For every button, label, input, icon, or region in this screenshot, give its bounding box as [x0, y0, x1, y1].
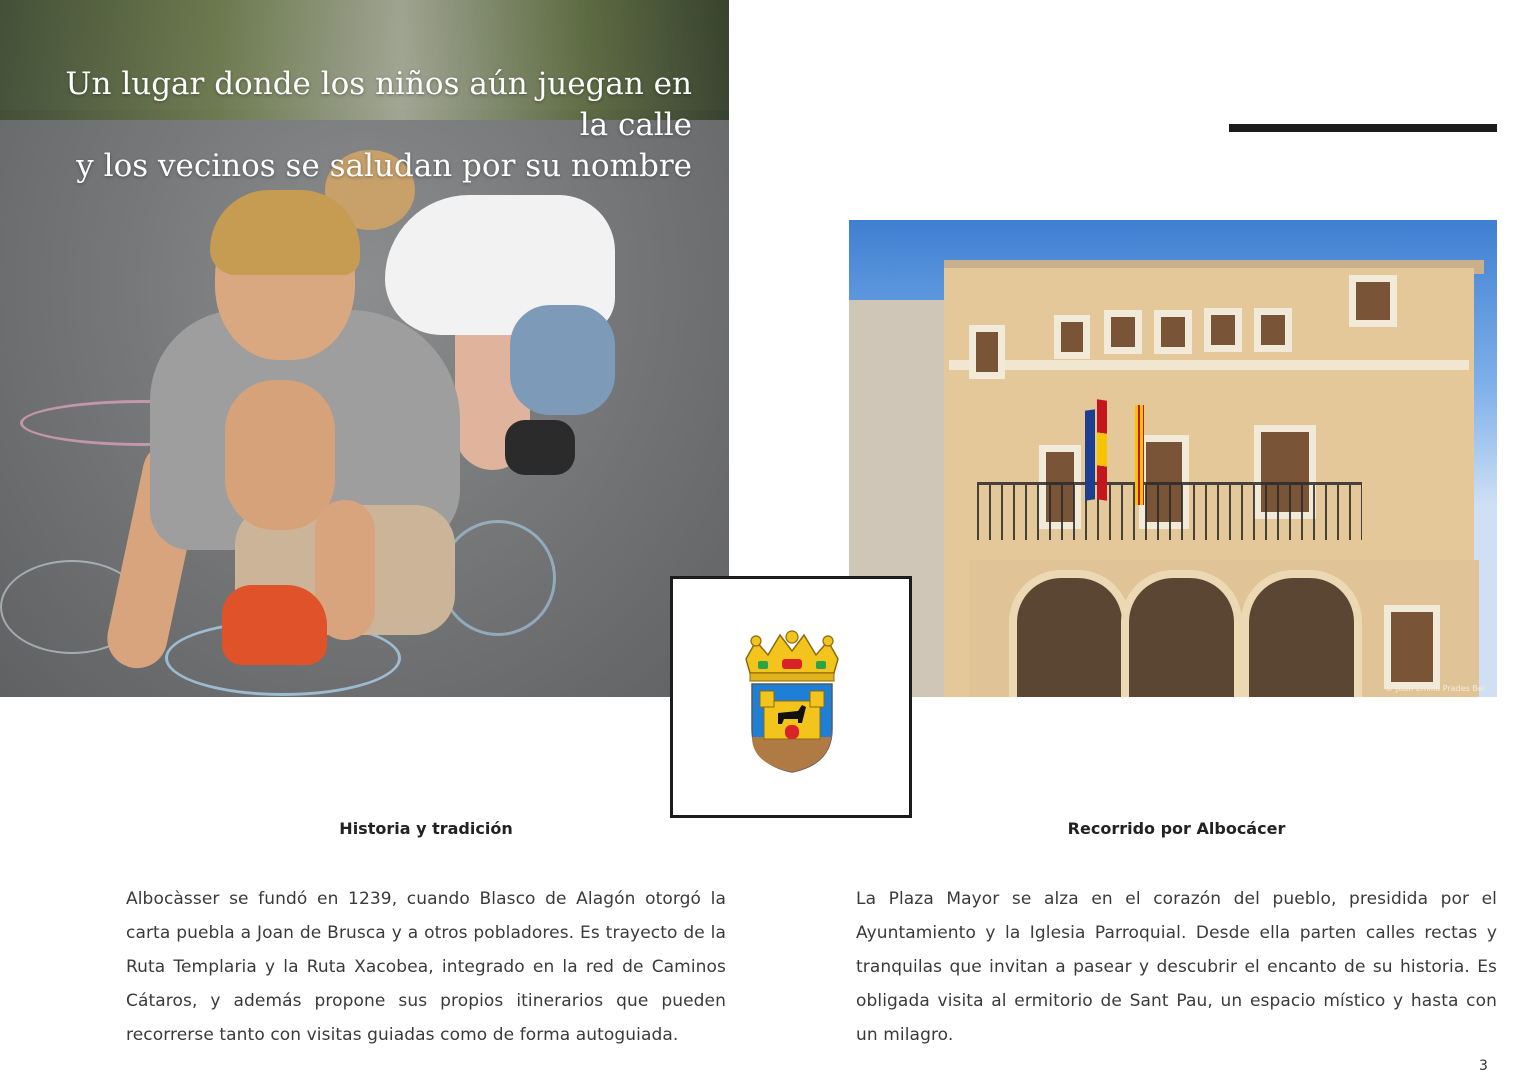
headline-line-2: y los vecinos se saludan por su nombre: [76, 148, 692, 184]
coat-of-arms-icon: [736, 629, 848, 774]
coat-of-arms-box: [670, 576, 912, 818]
headline-line-1: Un lugar donde los niños aún juegan en la calle: [65, 66, 692, 143]
section-title-history: Historia y tradición: [339, 819, 513, 838]
photo-credit: © Juan Emilio Prades Bel: [1385, 684, 1485, 693]
history-paragraph: Albocàsser se fundó en 1239, cuando Blasco de Alagón otorgó la carta puebla a Joan de Brusca y a otros pobladores. Es trayecto de la Ruta Templaria y la Ruta Xacobea, integrado en la red de Caminos Cátaros, y además propone sus propios itinerarios que pueden recorrerse tanto con visitas guiadas como de forma autoguiada.: [126, 889, 726, 1045]
decorative-rule: [1229, 124, 1497, 132]
town-hall-photo: [849, 220, 1497, 697]
page-headline: [30, 64, 692, 187]
section-title-tour: Recorrido por Albocácer: [1067, 819, 1286, 838]
tour-paragraph: La Plaza Mayor se alza en el corazón del pueblo, presidida por el Ayuntamiento y la Iglesia Parroquial. Desde ella parten calles rectas y tranquilas que invitan a pasear y descubrir el encanto de su historia. Es obligada visita al ermitorio de Sant Pau, un espacio místico y hasta con un milagro.: [856, 889, 1497, 1045]
page-number: 3: [1479, 1058, 1488, 1074]
